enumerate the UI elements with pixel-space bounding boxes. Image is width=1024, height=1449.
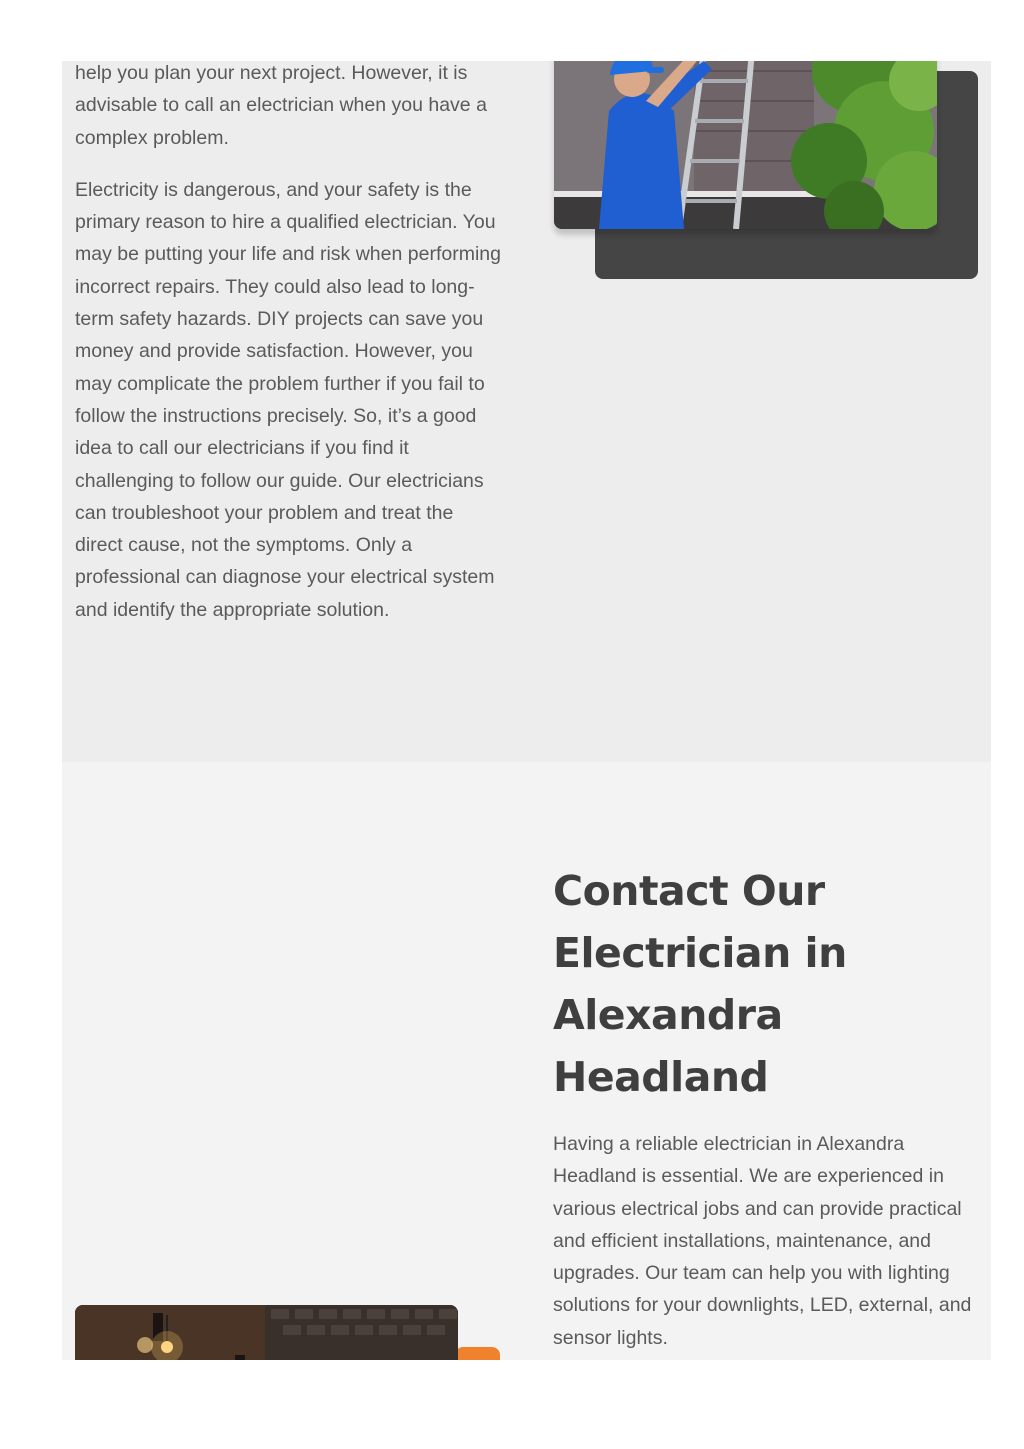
contact-heading: Contact Our Electrician in Alexandra Headland bbox=[553, 867, 847, 1101]
electrician-on-ladder-photo bbox=[554, 61, 937, 229]
pendant-lights-brick-wall-photo bbox=[75, 1305, 458, 1360]
why-hire-electrician-section bbox=[62, 61, 991, 762]
contact-paragraph: Having a reliable electrician in Alexandra Headland is essential. We are experienced in various electrical jobs and can provide practical and efficient installations, maintenance, and upgrades. Our team can help you with lighting solutions for your downlights, LED, external, and sensor lights. bbox=[553, 1133, 972, 1349]
accent-backdrop bbox=[455, 1347, 500, 1360]
section-text bbox=[75, 61, 505, 646]
paragraph-intro-end: help you plan your next project. However, it is advisable to call an electrician when you have a complex problem. bbox=[75, 62, 487, 149]
lighting-image-block bbox=[75, 1305, 500, 1360]
contact-section bbox=[62, 762, 991, 1360]
paragraph-safety: Electricity is dangerous, and your safety is the primary reason to hire a qualified electrician. You may be putting your life and risk when performing incorrect repairs. They could also lead to long-term safety hazards. DIY projects can save you money and provide satisfaction. However, you may complicate the problem further if you fail to follow the instructions precisely. So, it’s a good idea to call our electricians if you find it challenging to follow our guide. Our electricians can troubleshoot your problem and treat the direct cause, not the symptoms. Only a professional can diagnose your electrical system and identify the appropriate solution. bbox=[75, 178, 501, 621]
electrician-image-block bbox=[554, 61, 979, 301]
